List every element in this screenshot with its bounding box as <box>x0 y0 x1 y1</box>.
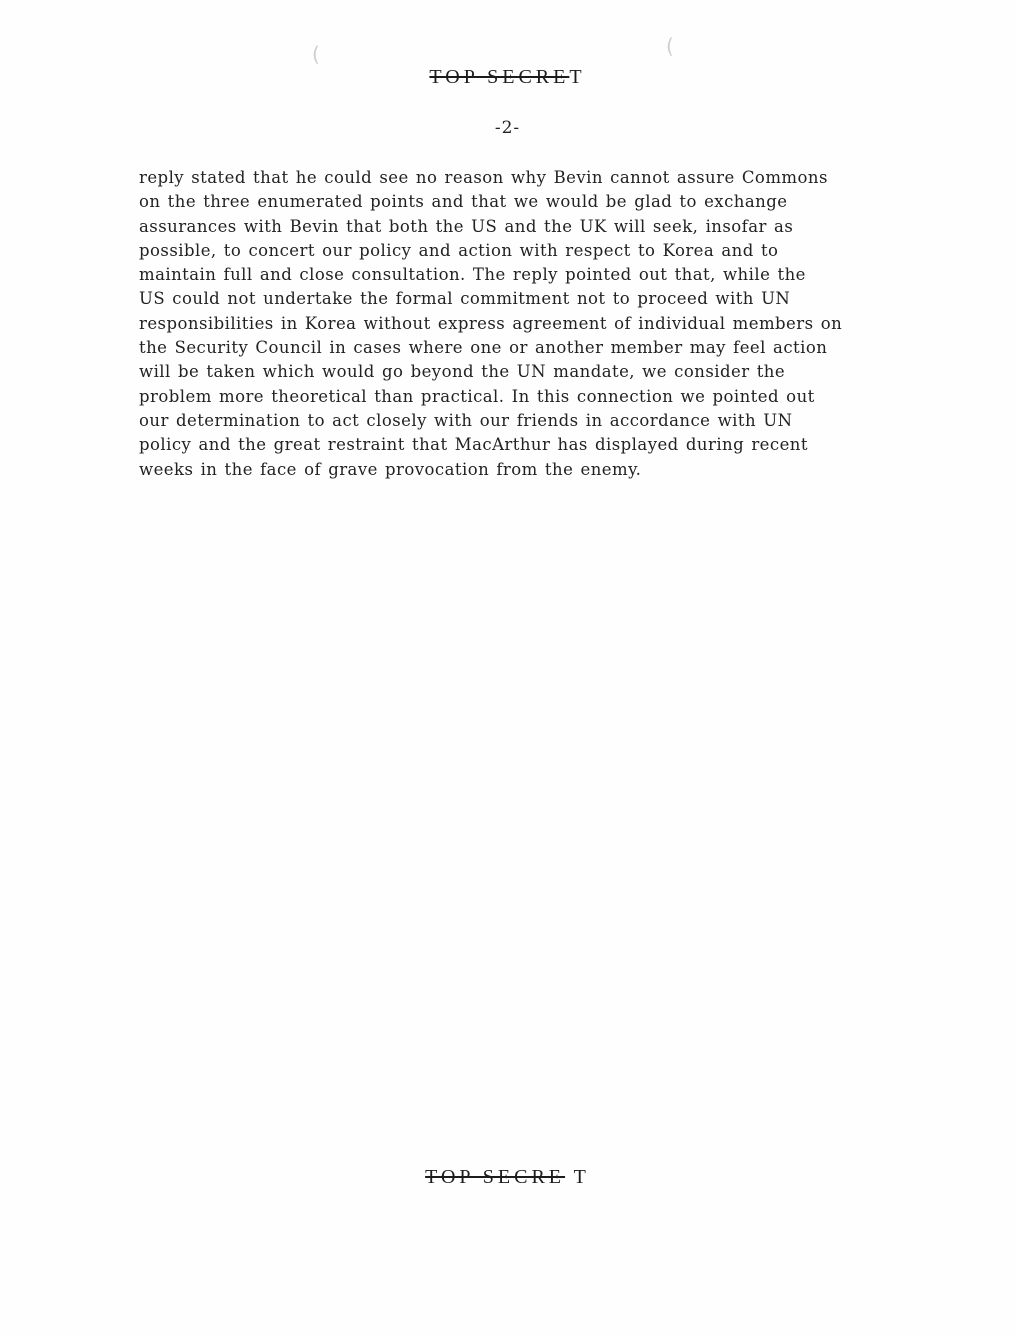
paper-edge-mark: ( <box>312 42 320 66</box>
footer-classification-suffix: T <box>573 1166 590 1188</box>
body-line: weeks in the face of grave provocation from the enemy. <box>139 459 642 479</box>
body-line: assurances with Bevin that both the US and the UK will seek, insofar as <box>139 216 794 236</box>
body-line: problem more theoretical than practical. In this connection we pointed out <box>139 386 815 406</box>
body-line: on the three enumerated points and that we would be glad to exchange <box>139 192 788 212</box>
body-line: will be taken which would go beyond the UN mandate, we consider the <box>139 362 786 382</box>
header-classification <box>0 66 1015 89</box>
footer-classification <box>0 1166 1015 1189</box>
body-line: policy and the great restraint that MacArthur has displayed during recent <box>139 435 808 455</box>
page-number: -2- <box>494 118 521 138</box>
body-line: our determination to act closely with our friends in accordance with UN <box>139 410 793 430</box>
body-line: US could not undertake the formal commitment not to proceed with UN <box>139 289 791 309</box>
header-classification-struck: TOP SECRE <box>429 66 570 88</box>
paper-edge-mark: ( <box>666 34 674 58</box>
footer-classification-struck: TOP SECRE <box>425 1166 566 1188</box>
body-line: reply stated that he could see no reason why Bevin cannot assure Commons <box>139 168 828 187</box>
body-line: possible, to concert our policy and action with respect to Korea and to <box>139 240 779 260</box>
body-paragraph <box>139 166 989 482</box>
header-classification-suffix: T <box>569 66 586 88</box>
body-line: responsibilities in Korea without express agreement of individual members on <box>139 313 843 333</box>
body-line: the Security Council in cases where one or another member may feel action <box>139 338 828 358</box>
body-line: maintain full and close consultation. The reply pointed out that, while the <box>139 265 806 285</box>
